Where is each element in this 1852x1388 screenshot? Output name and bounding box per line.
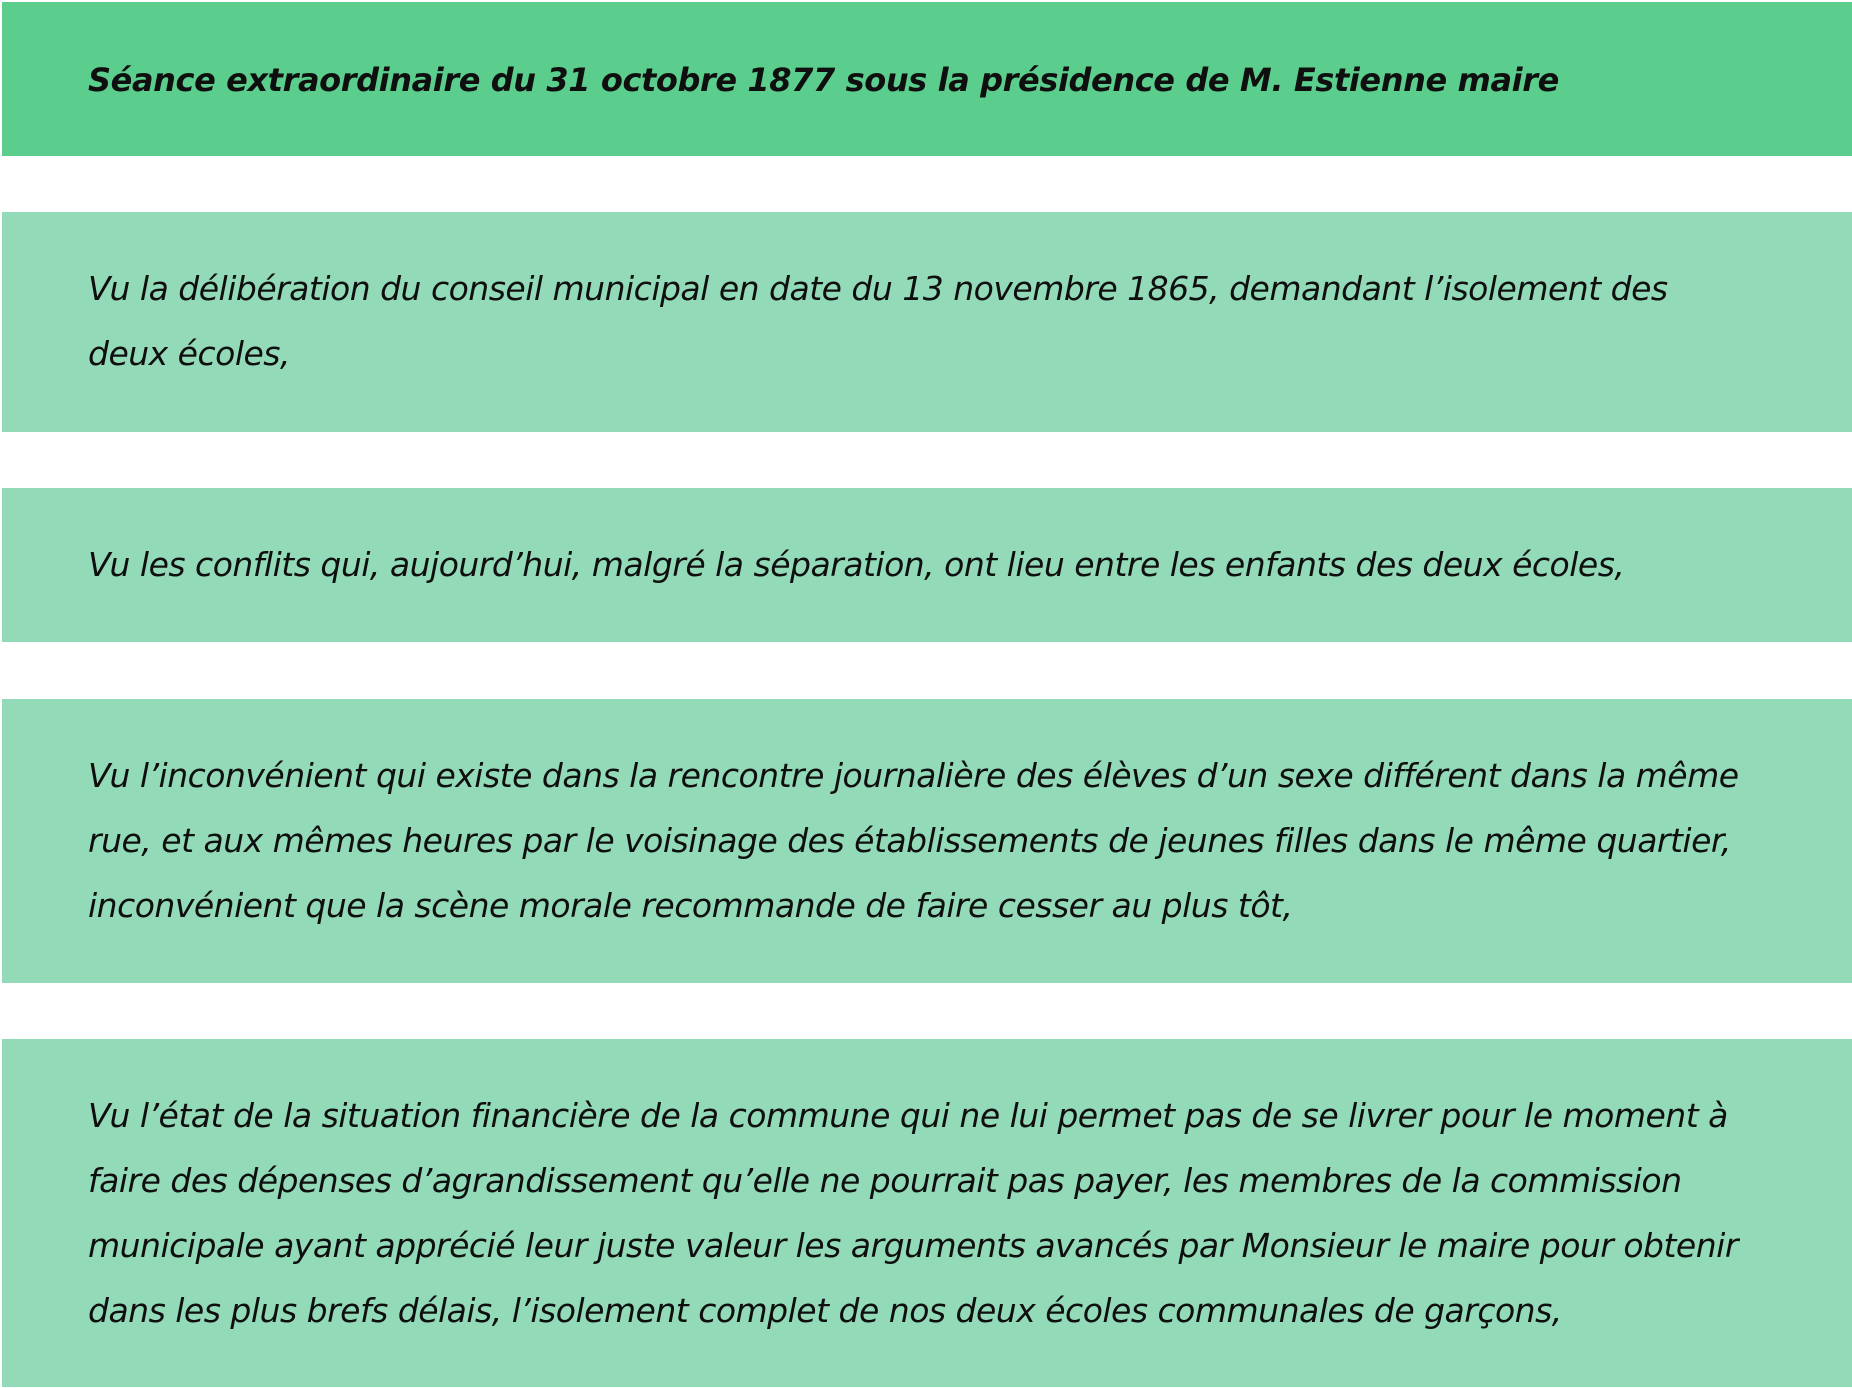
paragraph-text: Vu l’état de la situation financière de la commune qui ne lui permet pas de se livrer pour le moment à faire des dépenses d’agrandissement qu’elle ne pourrait pas payer, les membres de la commission municipale ayant apprécié leur juste valeur les arguments avancés par Monsieur le maire pour obtenir dans les plus brefs délais, l’isolement complet de nos deux écoles communales de garçons, xyxy=(88,1096,1738,1330)
paragraph-text: Vu l’inconvénient qui existe dans la rencontre journalière des élèves d’un sexe différent dans la même rue, et aux mêmes heures par le voisinage des établissements de jeunes filles dans le même quartier, inconvénient que la scène morale recommande de faire cesser au plus tôt, xyxy=(88,756,1739,925)
paragraph-text: Vu les conflits qui, aujourd’hui, malgré la séparation, ont lieu entre les enfants des deux écoles, xyxy=(88,545,1625,584)
session-title: Séance extraordinaire du 31 octobre 1877 sous la présidence de M. Estienne maire xyxy=(88,61,1559,99)
paragraph-block xyxy=(2,488,1852,642)
paragraph-text: Vu la délibération du conseil municipal en date du 13 novembre 1865, demandant l’isolement des deux écoles, xyxy=(88,269,1668,373)
session-header xyxy=(2,2,1852,156)
paragraph-block xyxy=(2,212,1852,432)
paragraph-block xyxy=(2,1039,1852,1387)
paragraph-block xyxy=(2,699,1852,983)
